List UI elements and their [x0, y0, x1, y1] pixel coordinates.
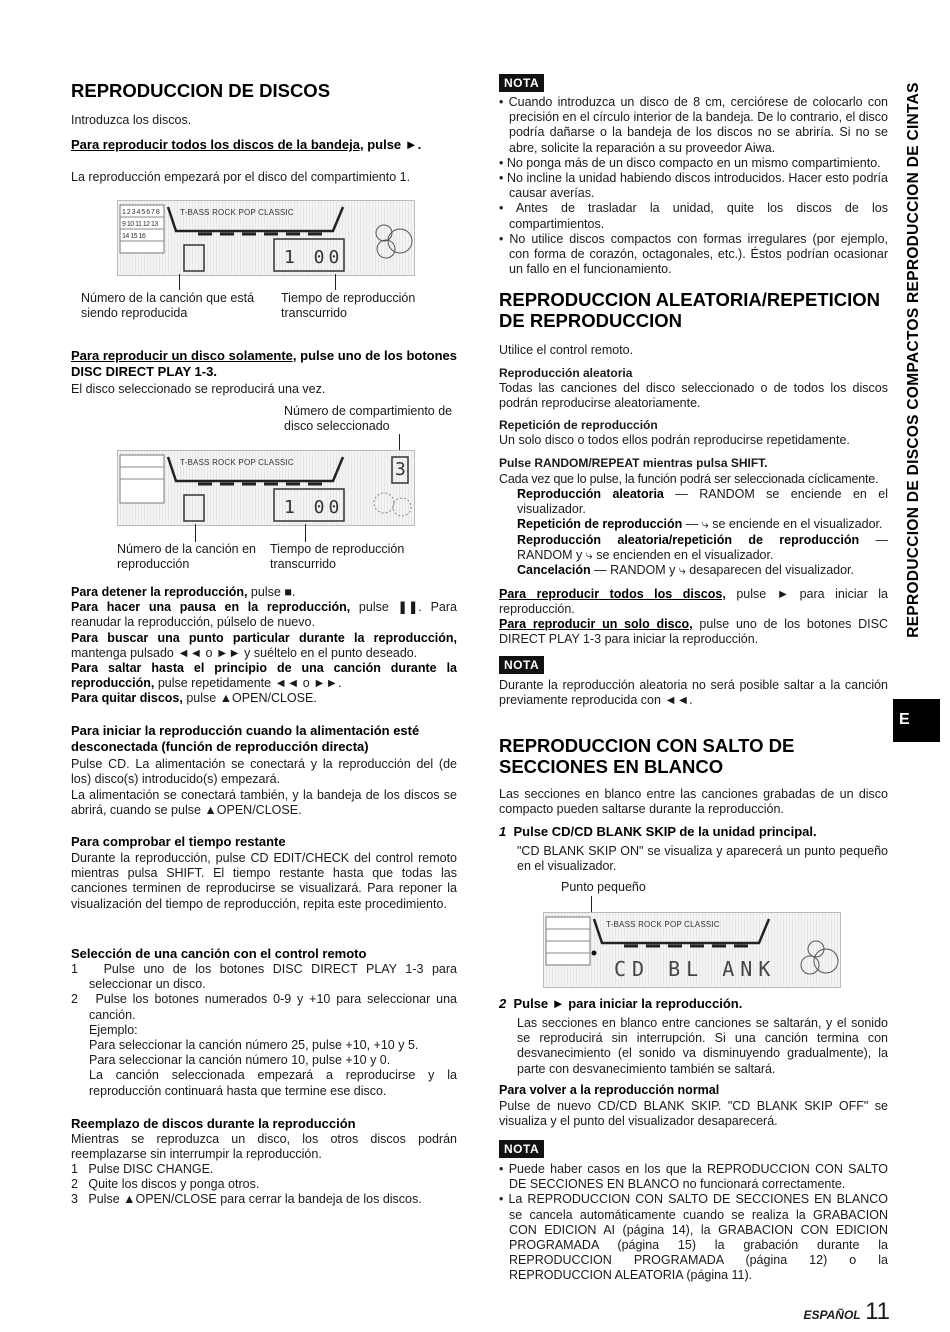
play-all-heading: Para reproducir todos los discos de la bandeja, pulse ►.: [71, 137, 422, 152]
display1-caption-time: Tiempo de reproducción transcurrido: [281, 291, 416, 321]
footer-language: ESPAÑOL: [803, 1308, 861, 1322]
nota3-item: • La REPRODUCCION CON SALTO DE SECCIONES EN BLANCO se cancela automáticamente cuando se realiza la GRABACION CON EDICION AI (página 14), la GRABACION CON EDICION PROGRAMADA (página 15) la grabación durante la REPRODUCCION PROGRAMADA (página 12) o la REPRODUCCION ALEATORIA (página 11).: [499, 1192, 888, 1283]
display-illustration-2: [117, 450, 415, 526]
direct-play-heading: Para iniciar la reproducción cuando la alimentación esté desconectada (función de reproducción directa): [71, 723, 420, 754]
random-sub3-text: Cada vez que lo pulse, la función podrá ser seleccionada cíclicamente.: [499, 472, 879, 486]
step-2-heading: 2 Pulse ► para iniciar la reproducción.: [499, 996, 743, 1011]
blank-skip-intro: Las secciones en blanco entre las canciones grabadas de un disco compacto pueden saltarse durante la reproducción.: [499, 787, 888, 817]
remote-example-1: Para seleccionar la canción número 25, pulse +10, +10 y 5.: [89, 1038, 419, 1053]
nota-badge-1: NOTA: [499, 74, 544, 92]
remote-example-label: Ejemplo:: [89, 1022, 138, 1037]
replace-heading: Reemplazo de discos durante la reproducción: [71, 1116, 356, 1131]
nota-badge-2: NOTA: [499, 656, 544, 674]
display2-label-compartment: Número de compartimiento de disco seleccionado: [284, 404, 453, 434]
intro-text: Introduzca los discos.: [71, 113, 192, 127]
random-one-disc: Para reproducir un solo disco, pulse uno de los botones DISC DIRECT PLAY 1-3 para iniciar la reproducción.: [499, 617, 888, 647]
section-title-random-repeat: REPRODUCCION ALEATORIA/REPETICION DE REPRODUCCION: [499, 289, 880, 331]
language-section-tab: E: [893, 699, 940, 742]
caption-leader-1: [179, 274, 180, 290]
remote-step-2: 2 Pulse los botones numerados 0-9 y +10 para seleccionar una canción.: [71, 992, 457, 1022]
replace-step-1: 1 Pulse DISC CHANGE.: [71, 1162, 214, 1176]
display-illustration-3: [543, 912, 841, 988]
normal-heading: Para volver a la reproducción normal: [499, 1083, 720, 1097]
control-skip: Para saltar hasta el principio de una canción durante la reproducción, pulse repetidamente ◄◄ o ►►.: [71, 661, 457, 691]
remote-example-2: Para seleccionar la canción número 10, pulse +10 y 0.: [89, 1053, 391, 1068]
nota1-item: • Cuando introduzca un disco de 8 cm, cerciórese de colocarlo con precisión en el círculo interior de la bandeja. De lo contrario, el disco podría dañarse o la bandeja de los discos no se abriría. Si no se abre, solicite la reparación a su proveedor Aiwa.: [499, 95, 888, 155]
play-all-description: La reproducción empezará por el disco del compartimiento 1.: [71, 170, 411, 184]
normal-text: Pulse de nuevo CD/CD BLANK SKIP. "CD BLANK SKIP OFF" se visualiza y el punto del visualizador desaparecerá.: [499, 1099, 888, 1129]
random-intro: Utilice el control remoto.: [499, 343, 634, 357]
caption-leader-3: [195, 524, 196, 542]
indicator-labels-3: T-BASS ROCK POP CLASSIC: [606, 920, 720, 929]
replace-step-3: 3 Pulse ▲OPEN/CLOSE para cerrar la bandeja de los discos.: [71, 1192, 422, 1207]
nota-badge-3: NOTA: [499, 1140, 544, 1158]
nota1-item: • No ponga más de un disco compacto en un mismo compartimiento.: [499, 155, 881, 170]
dot-label: Punto pequeño: [561, 880, 646, 894]
nota1-item: • No incline la unidad habiendo discos introducidos. Hacer esto podría causar averías.: [499, 171, 888, 201]
step-2-text: Las secciones en blanco entre canciones se saltarán, y el sonido se reproducirá sin interrupción. Si una canción termina con desvanecimiento (el sonido va disminuyendo gradualmente), la parte con desvanecimiento también se saltará.: [517, 1016, 888, 1076]
remote-example-3: La canción seleccionada empezará a reproducirse y la reproducción continuará hasta que termine ese disco.: [89, 1068, 457, 1098]
mode-random: Reproducción aleatoria — RANDOM se enciende en el visualizador.: [517, 487, 888, 517]
random-sub2-text: Un solo disco o todos ellos podrán reproducirse repetidamente.: [499, 433, 850, 447]
control-search: Para buscar una punto particular durante la reproducción, mantenga pulsado ◄◄ o ►► y suéltelo en el punto deseado.: [71, 630, 457, 660]
remaining-heading: Para comprobar el tiempo restante: [71, 834, 286, 849]
random-sub3-heading: Pulse RANDOM/REPEAT mientras pulsa SHIFT.: [499, 456, 768, 470]
nota1-item: • Antes de trasladar la unidad, quite los discos de los compartimientos.: [499, 201, 888, 231]
replace-text: Mientras se reproduzca un disco, los otros discos podrán reemplazarse sin interrumpir la reproducción.: [71, 1132, 457, 1162]
play-one-heading: Para reproducir un disco solamente, pulse uno de los botones DISC DIRECT PLAY 1-3.: [71, 348, 457, 379]
control-remove: Para quitar discos, pulse ▲OPEN/CLOSE.: [71, 691, 317, 706]
random-sub2-heading: Repetición de reproducción: [499, 418, 658, 432]
page-number: 11: [865, 1298, 890, 1325]
time-readout-2: 1 00: [284, 497, 344, 518]
display2-caption-track: Número de la canción en reproducción: [117, 542, 256, 572]
control-pause: Para hacer una pausa en la reproducción, pulse ❚❚. Para reanudar la reproducción, púlselo de nuevo.: [71, 600, 457, 630]
direct-play-text-1: Pulse CD. La alimentación se conectará y la reproducción del (de los) disco(s) introducido(s) empezará.: [71, 757, 457, 787]
random-modes: [517, 487, 888, 578]
playback-controls: [71, 585, 457, 707]
remote-step-1: 1 Pulse uno de los botones DISC DIRECT PLAY 1-3 para seleccionar un disco.: [71, 962, 457, 992]
play-one-description: El disco seleccionado se reproducirá una vez.: [71, 382, 326, 396]
control-stop: Para detener la reproducción, pulse ■.: [71, 585, 296, 599]
caption-leader-2: [335, 274, 336, 290]
nota-2-text: Durante la reproducción aleatoria no será posible saltar a la canción previamente reproducida con ◄◄.: [499, 678, 888, 708]
random-sub1-text: Todas las canciones del disco seleccionado o de todos los discos podrán reproducirse aleatoriamente.: [499, 381, 888, 411]
step-1-text: "CD BLANK SKIP ON" se visualiza y aparecerá un punto pequeño en el visualizador.: [517, 844, 888, 874]
section-title-blank-skip: REPRODUCCION CON SALTO DE SECCIONES EN BLANCO: [499, 735, 795, 777]
track-numbers: 1 2 3 4 5 6 7 8 9 10 11 12 13 14 15 16: [122, 209, 160, 240]
replace-step-2: 2 Quite los discos y ponga otros.: [71, 1177, 260, 1192]
nota-list-3: [499, 1162, 888, 1284]
section-title-play-discs: REPRODUCCION DE DISCOS: [71, 80, 331, 101]
remaining-text: Durante la reproducción, pulse CD EDIT/CHECK del control remoto mientras pulsa SHIFT. El tiempo restante hasta que todas las canciones terminen de reproducirse se visualizará. Para reponer la visualización del tiempo de reproducción, repita este procedimiento.: [71, 851, 457, 911]
time-readout: 1 00: [284, 247, 344, 268]
remote-select-heading: Selección de una canción con el control remoto: [71, 946, 367, 961]
caption-leader-4: [305, 524, 306, 542]
random-all-discs: Para reproducir todos los discos, pulse ► para iniciar la reproducción.: [499, 587, 889, 617]
display-illustration-1: [117, 200, 415, 276]
mode-cancel: Cancelación — RANDOM y ⤷ desaparecen del visualizador.: [517, 563, 855, 578]
indicator-labels: T-BASS ROCK POP CLASSIC: [180, 208, 294, 217]
side-chapter-tab: REPRODUCCION DE DISCOS COMPACTOS REPRODUCCION DE CINTAS: [905, 82, 922, 638]
random-sub1-heading: Reproducción aleatoria: [499, 366, 633, 380]
nota-list-1: [499, 95, 888, 277]
remote-select-steps: [71, 962, 457, 1099]
page-footer: [804, 1298, 891, 1326]
display1-caption-track: Número de la canción que está siendo reproducida: [81, 291, 255, 321]
nota3-item: • Puede haber casos en los que la REPRODUCCION CON SALTO DE SECCIONES EN BLANCO no funcionará correctamente.: [499, 1162, 888, 1192]
step-1-heading: 1 Pulse CD/CD BLANK SKIP de la unidad principal.: [499, 824, 817, 839]
track-digit: [184, 245, 204, 271]
replace-steps: [71, 1162, 461, 1208]
direct-play-text-2: La alimentación se conectará también, y la bandeja de los discos se abrirá, cuando se pulse ▲OPEN/CLOSE.: [71, 788, 457, 818]
display2-caption-time: Tiempo de reproducción transcurrido: [270, 542, 405, 572]
mode-random-repeat: Reproducción aleatoria/repetición de reproducción — RANDOM y ⤷ se encienden en el visualizador.: [517, 532, 888, 562]
blank-skip-readout: CD BL ANK: [614, 957, 777, 981]
mode-repeat: Repetición de reproducción — ⤷ se enciende en el visualizador.: [517, 517, 883, 532]
blank-skip-dot: [592, 951, 597, 956]
nota1-item: • No utilice discos compactos con formas irregulares (por ejemplo, con forma de corazón, octagonales, etc.). Éstos podrían ocasionar un fallo en el funcionamiento.: [499, 231, 888, 277]
disc-number-readout: 3: [395, 459, 406, 480]
indicator-labels-2: T-BASS ROCK POP CLASSIC: [180, 458, 294, 467]
